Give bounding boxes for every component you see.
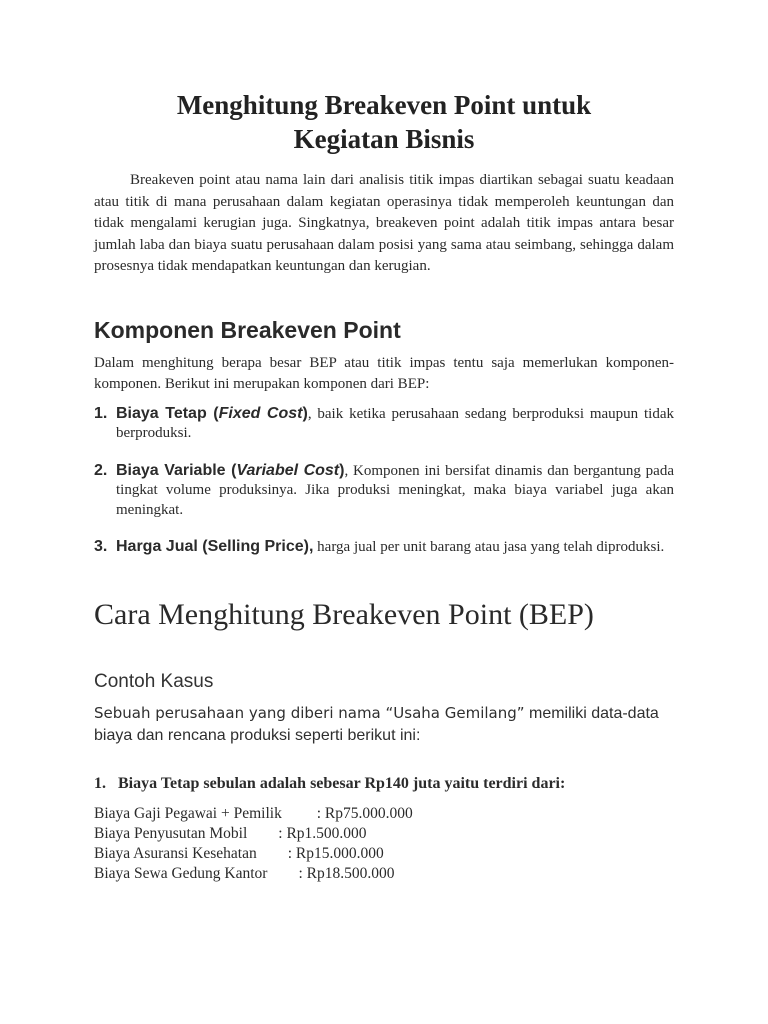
case-text (94, 702, 674, 747)
section-heading-components: Komponen Breakeven Point (94, 316, 401, 343)
title-line-2: Kegiatan Bisnis (293, 124, 475, 154)
case-lead: Sebuah perusahaan yang diberi nama “Usaha Gemilang” (94, 703, 525, 722)
components-list (94, 404, 674, 558)
fixed-cost-title-text: Biaya Tetap sebulan adalah sebesar Rp140 juta yaitu terdiri dari: (118, 774, 566, 792)
case-rest: memiliki data-data biaya dan rencana produksi seperti berikut ini: (94, 704, 659, 744)
cost-list (94, 804, 674, 884)
cost-row: Biaya Penyusutan Mobil : Rp1.500.000 (94, 824, 367, 842)
item-label: Harga Jual (Selling Price), (116, 538, 314, 555)
section-heading-bep: Cara Menghitung Breakeven Point (BEP) (94, 597, 594, 631)
list-item (94, 537, 674, 558)
intro-paragraph: Breakeven point atau nama lain dari analisis titik impas diartikan sebagai suatu keadaan atau titik di mana perusahaan dalam kegiatan operasinya tidak memperoleh keuntungan dan tidak mengalami kerugian juga. Singkatnya, breakeven point adalah titik impas antara besar jumlah laba dan biaya suatu perusahaan dalam posisi yang sama atau seimbang, sehingga dalam prosesnya tidak mendapatkan keuntungan dan kerugian. (94, 172, 674, 274)
fixed-cost-title (94, 773, 674, 795)
item-text: , baik ketika perusahaan sedang berproduksi maupun tidak berproduksi. (116, 405, 675, 441)
fixed-cost-number: 1. (94, 774, 106, 792)
list-number: 3. (94, 538, 108, 555)
item-label: Biaya Tetap (Fixed Cost) (116, 404, 308, 422)
list-number: 2. (94, 461, 108, 479)
item-text: harga jual per unit barang atau jasa yang telah diproduksi. (313, 539, 665, 555)
list-item (94, 404, 674, 444)
title-line-1: Menghitung Breakeven Point untuk (176, 90, 592, 120)
cost-row: Biaya Sewa Gedung Kantor : Rp18.500.000 (94, 864, 395, 882)
cost-row: Biaya Asuransi Kesehatan : Rp15.000.000 (94, 844, 384, 862)
list-item (94, 461, 674, 521)
item-label: Biaya Variable (Variabel Cost) (116, 461, 345, 479)
subheading-case: Contoh Kasus (94, 670, 214, 692)
cost-row: Biaya Gaji Pegawai + Pemilik : Rp75.000.000 (94, 804, 413, 822)
document-body (94, 88, 674, 884)
item-text: , Komponen ini bersifat dinamis dan bergantung pada tingkat volume produksinya. Jika produksi meningkat, maka biaya variabel juga akan meningkat. (116, 462, 674, 518)
list-number: 1. (94, 404, 108, 422)
components-intro: Dalam menghitung berapa besar BEP atau titik impas tentu saja memerlukan komponen-komponen. Berikut ini merupakan komponen dari BEP: (94, 354, 674, 392)
page-title (94, 88, 674, 156)
